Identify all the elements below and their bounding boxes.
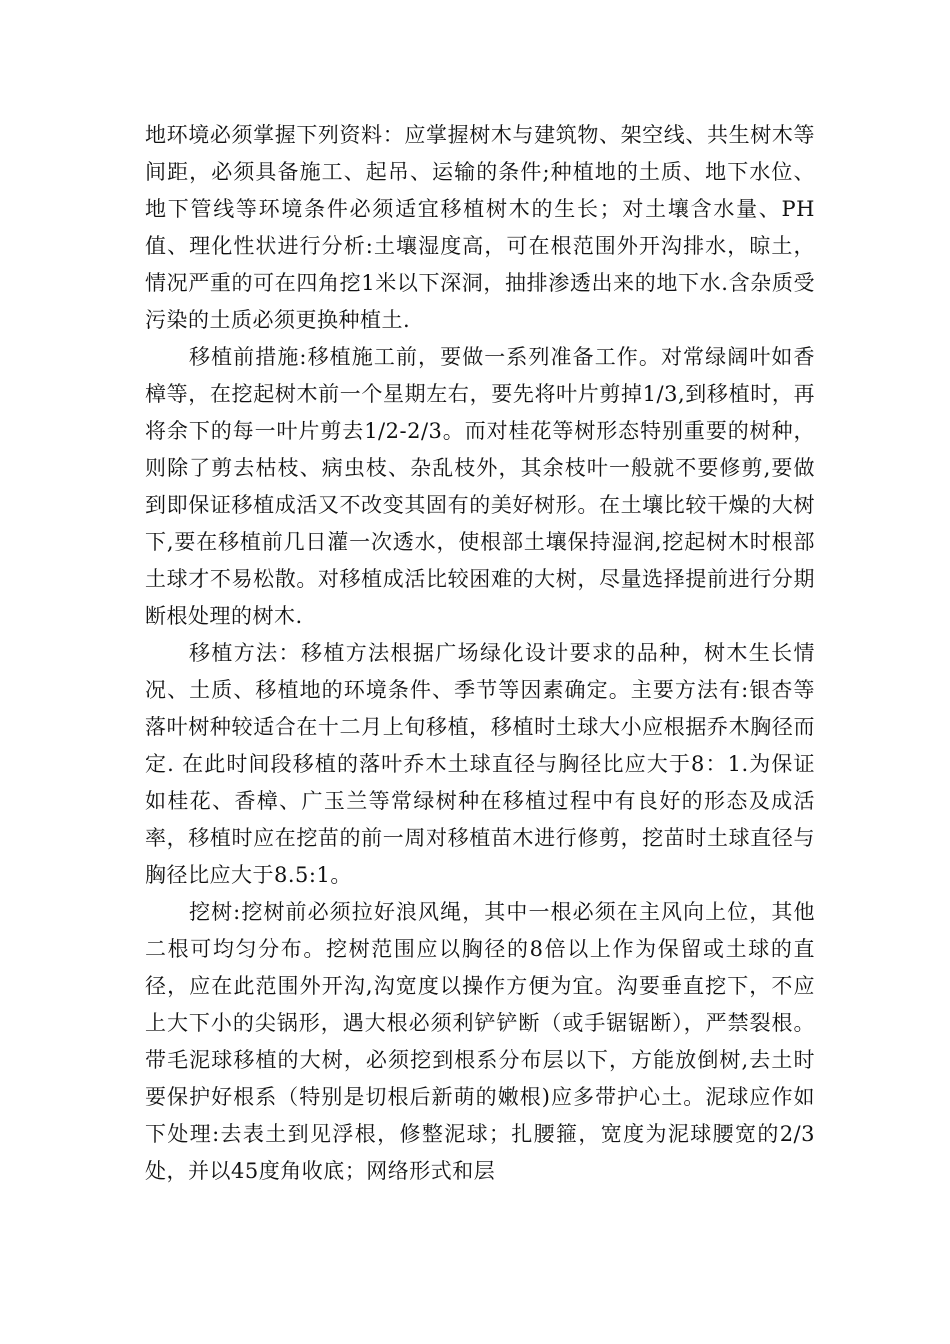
paragraph-tree-digging: 挖树:挖树前必须拉好浪风绳，其中一根必须在主风向上位，其他二根可均匀分布。挖树范围应以胸径的8倍以上作为保留或土球的直径，应在此范围外开沟,沟宽度以操作方便为宜。沟要垂直挖下，不应上大下小的尖锅形，遇大根必须利铲铲断（或手锯锯断），严禁裂根。带毛泥球移植的大树，必须挖到根系分布层以下，方能放倒树,去土时要保护好根系（特别是切根后新萌的嫩根)应多带护心土。泥球应作如下处理:去表土到见浮根，修整泥球；扎腰箍，宽度为泥球腰宽的2/3处，并以45度角收底；网络形式和层 xyxy=(145,900,815,1183)
paragraph-site-environment: 地环境必须掌握下列资料：应掌握树木与建筑物、架空线、共生树木等间距，必须具备施工、起吊、运输的条件;种植地的土质、地下水位、地下管线等环境条件必须适宜移植树木的生长；对土壤含水量、PH值、理化性状进行分析:土壤湿度高，可在根范围外开沟排水，晾土，情况严重的可在四角挖1米以下深洞，抽排渗透出来的地下水.含杂质受污染的土质必须更换种植土. xyxy=(145,123,815,332)
document-body xyxy=(145,117,815,1190)
paragraph-transplant-method: 移植方法：移植方法根据广场绿化设计要求的品种，树木生长情况、土质、移植地的环境条件、季节等因素确定。主要方法有:银杏等落叶树种较适合在十二月上旬移植，移植时土球大小应根据乔木胸径而定. 在此时间段移植的落叶乔木土球直径与胸径比应大于8：1.为保证如桂花、香樟、广玉兰等常绿树种在移植过程中有良好的形态及成活率，移植时应在挖苗的前一周对移植苗木进行修剪，挖苗时土球直径与胸径比应大于8.5:1。 xyxy=(145,641,815,887)
paragraph-pre-transplant-measures: 移植前措施:移植施工前，要做一系列准备工作。对常绿阔叶如香樟等，在挖起树木前一个星期左右，要先将叶片剪掉1/3,到移植时，再将余下的每一叶片剪去1/2-2/3。而对桂花等树形态特别重要的树种，则除了剪去枯枝、病虫枝、杂乱枝外，其余枝叶一般就不要修剪,要做到即保证移植成活又不改变其固有的美好树形。在土壤比较干燥的大树下,要在移植前几日灌一次透水，使根部土壤保持湿润,挖起树木时根部土球才不易松散。对移植成活比较困难的大树，尽量选择提前进行分期断根处理的树木. xyxy=(145,345,815,628)
